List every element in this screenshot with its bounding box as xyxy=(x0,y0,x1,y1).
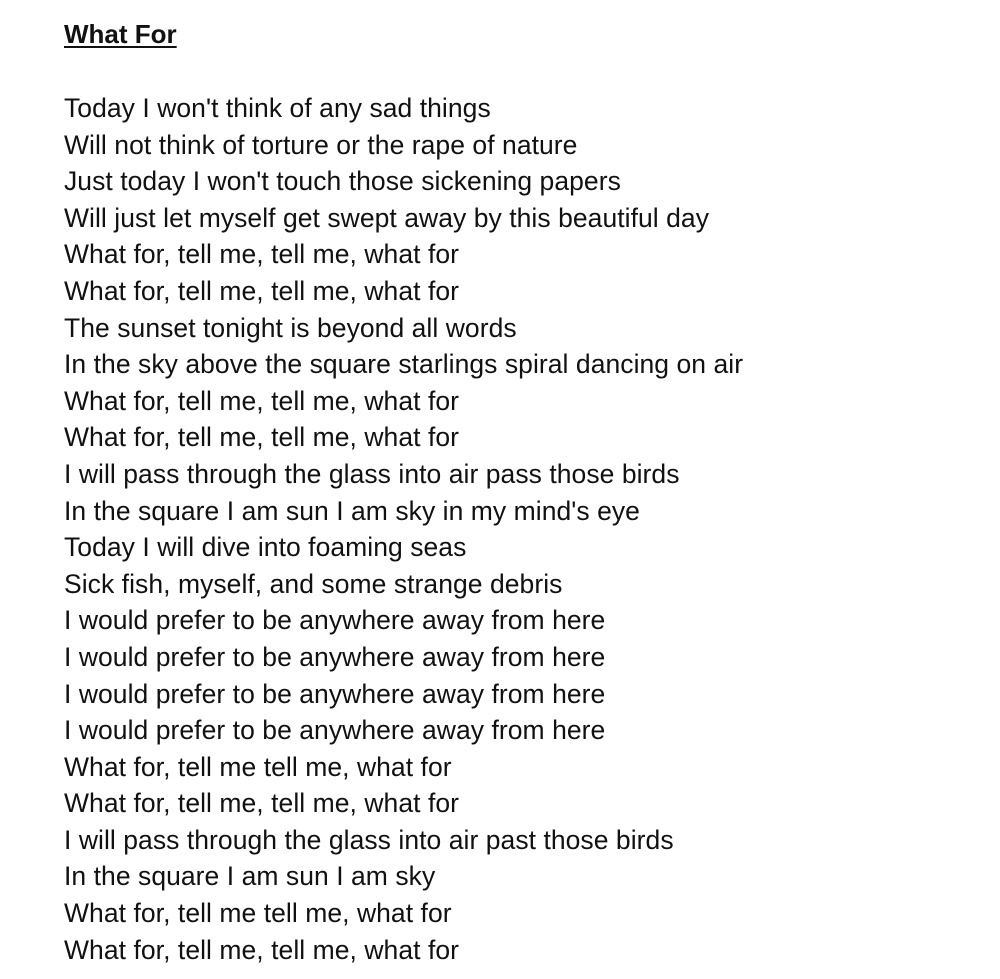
lyric-line: I will pass through the glass into air past those birds xyxy=(64,824,674,855)
lyric-line: What for, tell me, tell me, what for xyxy=(64,422,460,453)
document-title: What For xyxy=(64,19,177,49)
lyric-line: In the square I am sun I am sky in my mind's eye xyxy=(64,495,640,526)
lyric-line: Will not think of torture or the rape of nature xyxy=(64,129,578,160)
lyric-line: I would prefer to be anywhere away from here xyxy=(64,678,606,709)
lyric-line: Sick fish, myself, and some strange debris xyxy=(64,568,563,599)
lyric-line: Today I won't think of any sad things xyxy=(64,93,491,123)
lyric-line: Just today I won't touch those sickening papers xyxy=(64,166,621,197)
lyric-line: The sunset tonight is beyond all words xyxy=(64,312,517,343)
lyric-line: In the sky above the square starlings spiral dancing on air xyxy=(64,349,744,380)
document-page xyxy=(64,0,1000,979)
lyric-line: What for, tell me, tell me, what for xyxy=(64,239,460,270)
lyric-line: I would prefer to be anywhere away from here xyxy=(64,605,606,636)
lyric-line: What for, tell me, tell me, what for xyxy=(64,275,460,306)
lyric-line: Will just let myself get swept away by this beautiful day xyxy=(64,202,710,233)
lyric-line: Today I will dive into foaming seas xyxy=(64,532,467,563)
lyric-line: What for, tell me, tell me, what for xyxy=(64,385,460,416)
lyric-line: I would prefer to be anywhere away from here xyxy=(64,715,606,746)
lyric-line: In the square I am sun I am sky xyxy=(64,861,436,892)
lyric-line: I will pass through the glass into air pass those birds xyxy=(64,458,680,489)
lyric-line: What for, tell me tell me, what for xyxy=(64,751,452,782)
lyric-line: What for, tell me, tell me, what for xyxy=(64,934,460,965)
lyric-line: I would prefer to be anywhere away from here xyxy=(64,641,606,672)
lyrics-list xyxy=(64,90,743,968)
lyric-line: What for, tell me tell me, what for xyxy=(64,898,452,929)
lyric-line: What for, tell me, tell me, what for xyxy=(64,788,460,819)
